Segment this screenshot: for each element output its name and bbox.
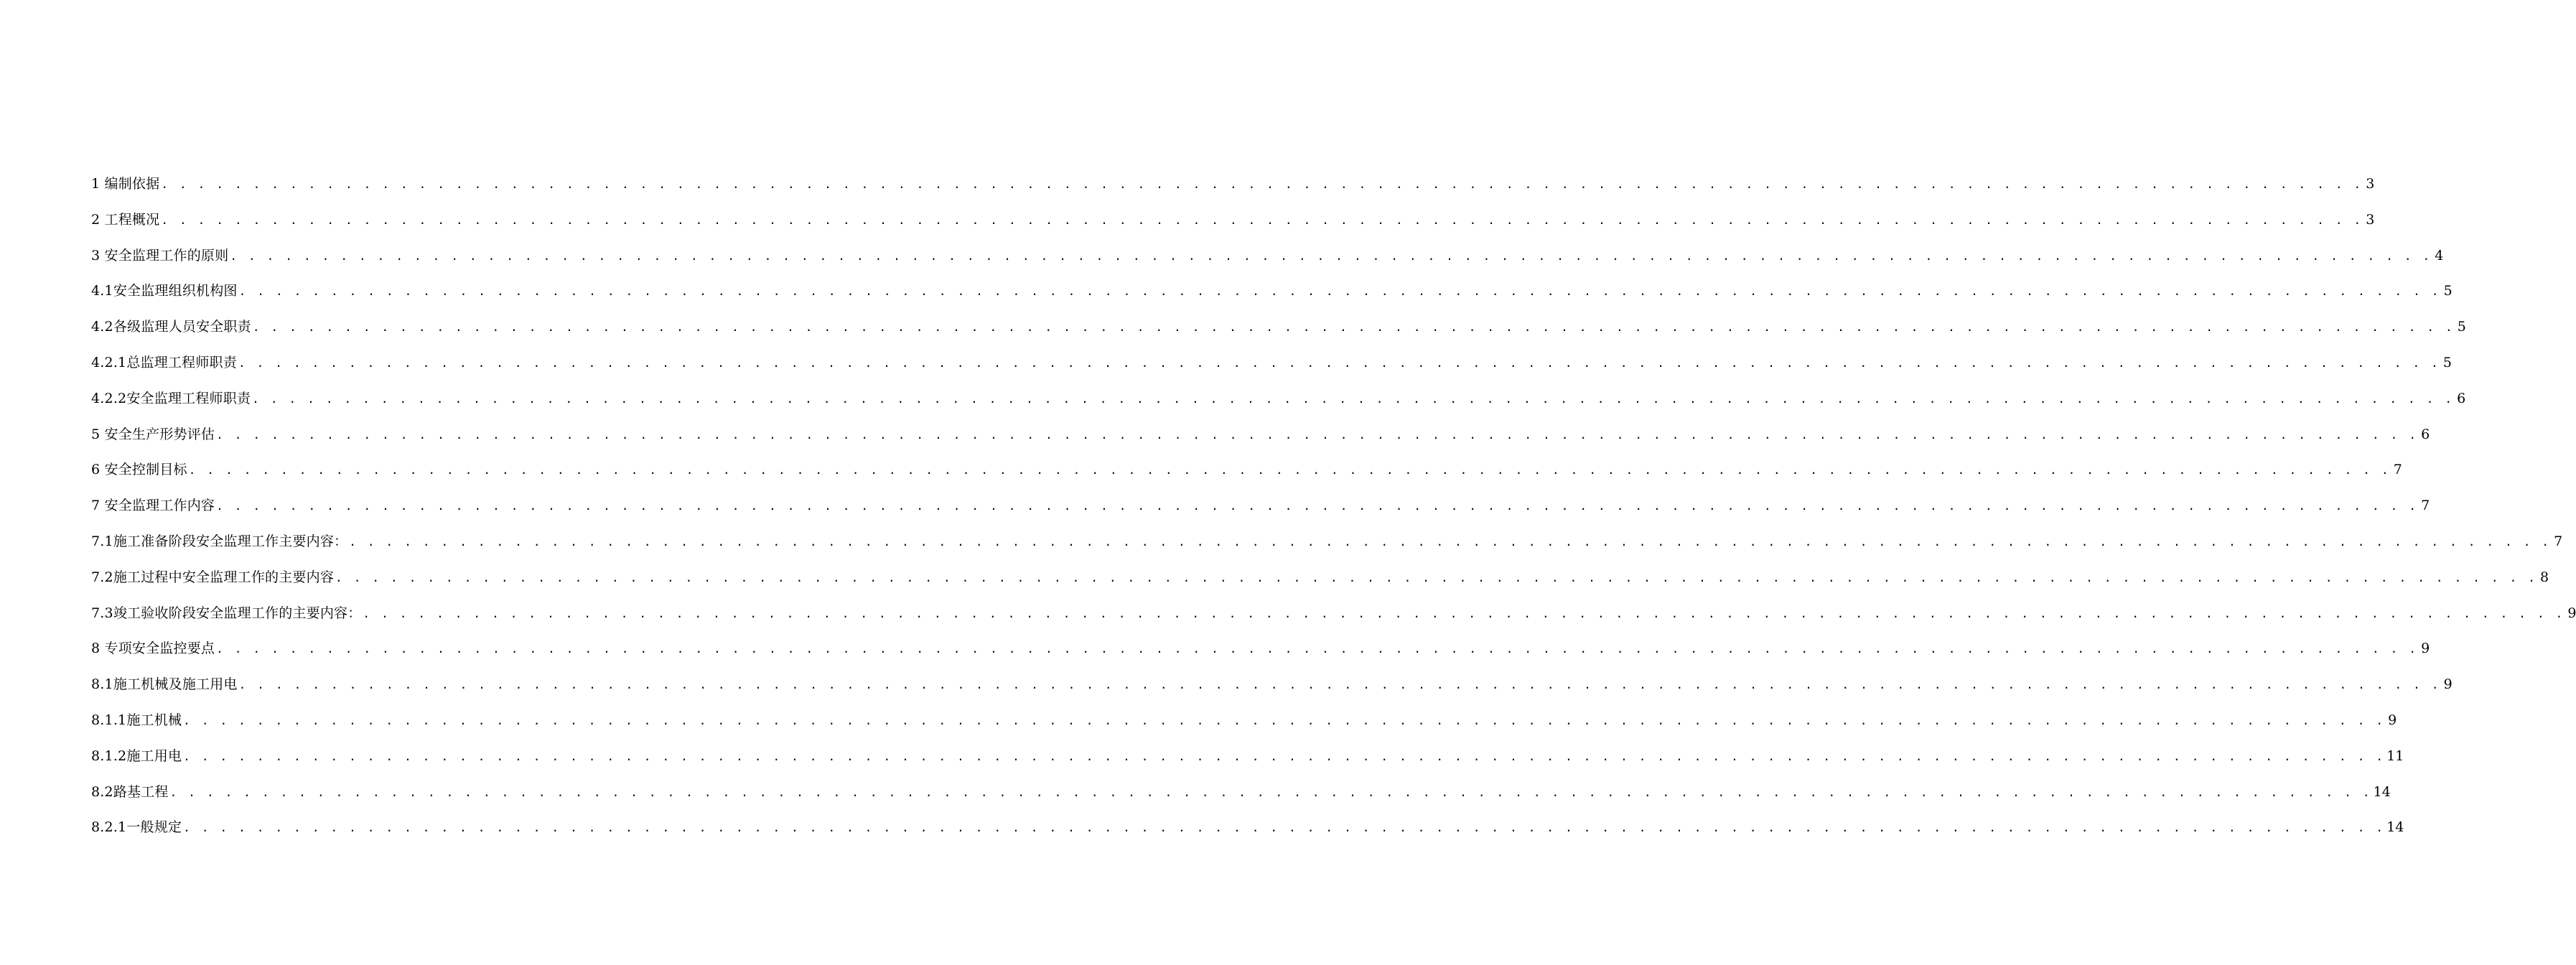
- dot-leader: . . . . . . . . . . . . . . . . . . . . . . . . . . . . . . . . . . . . . . . . . . . . . . . . . . . . . . . . . . . . . . . . . . . . . . . . . . . . . . . . . . . . . . . . . . . . . . . . . . . . . . . . . . . . . . . . . . . . . . . .: [216, 499, 2419, 513]
- toc-entry-page-number: 6: [2457, 390, 2466, 406]
- dot-leader: . . . . . . . . . . . . . . . . . . . . . . . . . . . . . . . . . . . . . . . . . . . . . . . . . . . . . . . . . . . . . . . . . . . . . . . . . . . . . . . . . . . . . . . . . . . . . . . . . . . . . . . . . . . . . . . . . . . . . . . .: [188, 463, 2391, 477]
- dot-leader: . . . . . . . . . . . . . . . . . . . . . . . . . . . . . . . . . . . . . . . . . . . . . . . . . . . . . . . . . . . . . . . . . . . . . . . . . . . . . . . . . . . . . . . . . . . . . . . . . . . . . . . . . . . . . . . . . . . . . . . .: [183, 821, 2386, 835]
- toc-entry-page-number: 7: [2554, 533, 2563, 549]
- toc-entry-title: 4.2.1总监理工程师职责: [91, 354, 237, 370]
- toc-entry-page-number: 11: [2386, 747, 2404, 764]
- toc-entry[interactable]: [91, 813, 2404, 849]
- toc-entry-page-number: 7: [2421, 498, 2430, 514]
- dot-leader: . . . . . . . . . . . . . . . . . . . . . . . . . . . . . . . . . . . . . . . . . . . . . . . . . . . . . . . . . . . . . . . . . . . . . . . . . . . . . . . . . . . . . . . . . . . . . . . . . . . . . . . . . . . . . . . . . . . . . . . .: [169, 785, 2372, 799]
- dot-leader: . . . . . . . . . . . . . . . . . . . . . . . . . . . . . . . . . . . . . . . . . . . . . . . . . . . . . . . . . . . . . . . . . . . . . . . . . . . . . . . . . . . . . . . . . . . . . . . . . . . . . . . . . . . . . . . . . . . . . . . .: [216, 642, 2419, 656]
- toc-entry-title: 7.1施工准备阶段安全监理工作主要内容：: [91, 533, 348, 549]
- toc-entry[interactable]: [91, 742, 2404, 778]
- dot-leader: . . . . . . . . . . . . . . . . . . . . . . . . . . . . . . . . . . . . . . . . . . . . . . . . . . . . . . . . . . . . . . . . . . . . . . . . . . . . . . . . . . . . . . . . . . . . . . . . . . . . . . . . . . . . . . . . . . . . . . . .: [252, 391, 2455, 406]
- dot-leader: . . . . . . . . . . . . . . . . . . . . . . . . . . . . . . . . . . . . . . . . . . . . . . . . . . . . . . . . . . . . . . . . . . . . . . . . . . . . . . . . . . . . . . . . . . . . . . . . . . . . . . . . . . . . . . . . . . . . . . . .: [238, 355, 2440, 370]
- toc-entry-title: 5 安全生产形势评估: [91, 426, 215, 442]
- dot-leader: . . . . . . . . . . . . . . . . . . . . . . . . . . . . . . . . . . . . . . . . . . . . . . . . . . . . . . . . . . . . . . . . . . . . . . . . . . . . . . . . . . . . . . . . . . . . . . . . . . . . . . . . . . . . . . . . . . . . . . . .: [161, 213, 2363, 227]
- toc-entry[interactable]: [91, 778, 2391, 814]
- toc-entry-title: 7 安全监理工作内容: [91, 498, 215, 514]
- dot-leader: . . . . . . . . . . . . . . . . . . . . . . . . . . . . . . . . . . . . . . . . . . . . . . . . . . . . . . . . . . . . . . . . . . . . . . . . . . . . . . . . . . . . . . . . . . . . . . . . . . . . . . . . . . . . . . . . . . . . . . . .: [161, 177, 2363, 191]
- toc-entry[interactable]: [91, 491, 2430, 527]
- toc-entry-title: 2 工程概况: [91, 211, 160, 228]
- toc-entry-page-number: 3: [2366, 176, 2375, 192]
- dot-leader: . . . . . . . . . . . . . . . . . . . . . . . . . . . . . . . . . . . . . . . . . . . . . . . . . . . . . . . . . . . . . . . . . . . . . . . . . . . . . . . . . . . . . . . . . . . . . . . . . . . . . . . . . . . . . . . . . . . . . . . .: [238, 284, 2441, 299]
- toc-entry-title: 1 编制依据: [91, 176, 160, 192]
- toc-entry-page-number: 9: [2421, 640, 2430, 657]
- dot-leader: . . . . . . . . . . . . . . . . . . . . . . . . . . . . . . . . . . . . . . . . . . . . . . . . . . . . . . . . . . . . . . . . . . . . . . . . . . . . . . . . . . . . . . . . . . . . . . . . . . . . . . . . . . . . . . . . . . . . . . . .: [363, 606, 2565, 620]
- toc-entry-title: 8.1施工机械及施工用电: [91, 676, 238, 693]
- toc-entry[interactable]: [91, 420, 2430, 456]
- toc-entry-page-number: 3: [2366, 211, 2375, 228]
- dot-leader: . . . . . . . . . . . . . . . . . . . . . . . . . . . . . . . . . . . . . . . . . . . . . . . . . . . . . . . . . . . . . . . . . . . . . . . . . . . . . . . . . . . . . . . . . . . . . . . . . . . . . . . . . . . . . . . . . . . . . . . .: [238, 678, 2441, 692]
- toc-entry-title: 4.2.2安全监理工程师职责: [91, 390, 251, 406]
- toc-entry-page-number: 14: [2373, 783, 2391, 800]
- toc-entry[interactable]: [91, 706, 2397, 742]
- toc-entry-title: 8.2路基工程: [91, 783, 169, 800]
- toc-entry-page-number: 9: [2388, 712, 2397, 728]
- toc-entry-page-number: 7: [2393, 462, 2402, 478]
- toc-entry-title: 8 专项安全监控要点: [91, 640, 215, 657]
- dot-leader: . . . . . . . . . . . . . . . . . . . . . . . . . . . . . . . . . . . . . . . . . . . . . . . . . . . . . . . . . . . . . . . . . . . . . . . . . . . . . . . . . . . . . . . . . . . . . . . . . . . . . . . . . . . . . . . . . . . . . . . .: [349, 534, 2552, 549]
- toc-entry[interactable]: [91, 276, 2453, 312]
- dot-leader: . . . . . . . . . . . . . . . . . . . . . . . . . . . . . . . . . . . . . . . . . . . . . . . . . . . . . . . . . . . . . . . . . . . . . . . . . . . . . . . . . . . . . . . . . . . . . . . . . . . . . . . . . . . . . . . . . . . . . . . .: [335, 570, 2538, 584]
- toc-entry[interactable]: [91, 205, 2375, 241]
- toc-entry[interactable]: [91, 384, 2466, 420]
- toc-entry[interactable]: [91, 563, 2549, 599]
- toc-entry[interactable]: [91, 527, 2563, 563]
- toc-entry-title: 4.1安全监理组织机构图: [91, 283, 238, 299]
- dot-leader: . . . . . . . . . . . . . . . . . . . . . . . . . . . . . . . . . . . . . . . . . . . . . . . . . . . . . . . . . . . . . . . . . . . . . . . . . . . . . . . . . . . . . . . . . . . . . . . . . . . . . . . . . . . . . . . . . . . . . . . .: [230, 248, 2432, 263]
- dot-leader: . . . . . . . . . . . . . . . . . . . . . . . . . . . . . . . . . . . . . . . . . . . . . . . . . . . . . . . . . . . . . . . . . . . . . . . . . . . . . . . . . . . . . . . . . . . . . . . . . . . . . . . . . . . . . . . . . . . . . . . .: [252, 320, 2455, 335]
- toc-entry-title: 7.3竣工验收阶段安全监理工作的主要内容：: [91, 605, 362, 621]
- toc-entry-page-number: 5: [2443, 283, 2453, 299]
- dot-leader: . . . . . . . . . . . . . . . . . . . . . . . . . . . . . . . . . . . . . . . . . . . . . . . . . . . . . . . . . . . . . . . . . . . . . . . . . . . . . . . . . . . . . . . . . . . . . . . . . . . . . . . . . . . . . . . . . . . . . . . .: [183, 713, 2386, 727]
- toc-entry-page-number: 6: [2421, 426, 2430, 442]
- toc-entry[interactable]: [91, 312, 2466, 348]
- dot-leader: . . . . . . . . . . . . . . . . . . . . . . . . . . . . . . . . . . . . . . . . . . . . . . . . . . . . . . . . . . . . . . . . . . . . . . . . . . . . . . . . . . . . . . . . . . . . . . . . . . . . . . . . . . . . . . . . . . . . . . . .: [183, 749, 2386, 763]
- toc-entry-page-number: 9: [2443, 676, 2453, 693]
- toc-entry-title: 8.2.1一般规定: [91, 819, 182, 836]
- toc-entry-title: 6 安全控制目标: [91, 462, 187, 478]
- toc-entry-title: 7.2施工过程中安全监理工作的主要内容: [91, 569, 335, 585]
- toc-entry[interactable]: [91, 241, 2444, 277]
- toc-entry[interactable]: [91, 348, 2452, 384]
- toc-entry-page-number: 14: [2386, 819, 2404, 836]
- toc-entry-title: 4.2各级监理人员安全职责: [91, 319, 251, 335]
- toc-entry[interactable]: [91, 634, 2430, 670]
- toc-entry[interactable]: [91, 670, 2453, 706]
- table-of-contents: [91, 169, 2576, 849]
- toc-entry[interactable]: [91, 455, 2402, 491]
- toc-entry-page-number: 5: [2442, 354, 2452, 370]
- toc-entry[interactable]: [91, 599, 2576, 635]
- toc-entry-page-number: 8: [2539, 569, 2549, 585]
- toc-entry-title: 3 安全监理工作的原则: [91, 247, 229, 264]
- toc-entry-page-number: 5: [2457, 319, 2466, 335]
- toc-entry-title: 8.1.1施工机械: [91, 712, 182, 728]
- toc-entry-page-number: 4: [2435, 247, 2444, 264]
- dot-leader: . . . . . . . . . . . . . . . . . . . . . . . . . . . . . . . . . . . . . . . . . . . . . . . . . . . . . . . . . . . . . . . . . . . . . . . . . . . . . . . . . . . . . . . . . . . . . . . . . . . . . . . . . . . . . . . . . . . . . . . .: [216, 427, 2419, 442]
- toc-entry[interactable]: [91, 169, 2375, 205]
- toc-entry-title: 8.1.2施工用电: [91, 747, 182, 764]
- toc-entry-page-number: 9: [2567, 605, 2576, 621]
